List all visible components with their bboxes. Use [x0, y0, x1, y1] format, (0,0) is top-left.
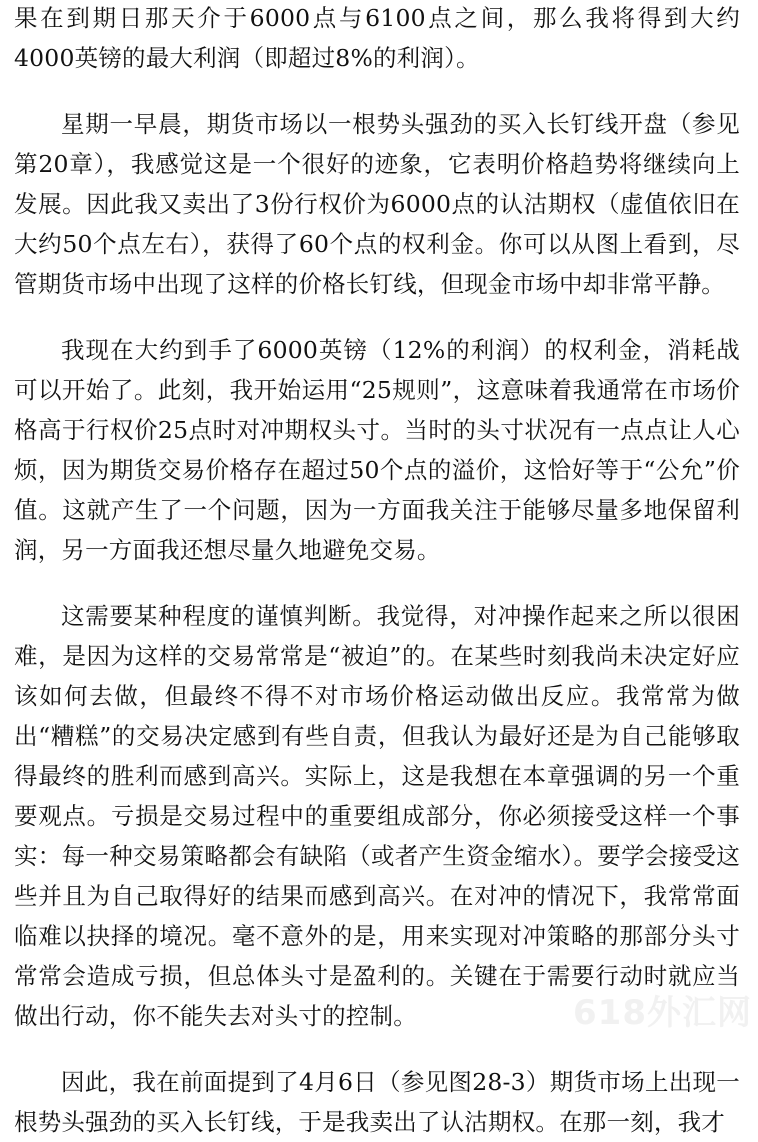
paragraph-4: 这需要某种程度的谨慎判断。我觉得，对冲操作起来之所以很困难，是因为这样的交易常常是“被迫”的。在某些时刻我尚未决定好应该如何去做，但最终不得不对市场价格运动做出反应。我常常为做出“糟糕”的交易决定感到有些自责，但我认为最好还是为自己能够取得最终的胜利而感到高兴。实际上，这是我想在本章强调的另一个重要观点。亏损是交易过程中的重要组成部分，你必须接受这样一个事实：每一种交易策略都会有缺陷（或者产生资金缩水）。要学会接受这些并且为自己取得好的结果而感到高兴。在对冲的情况下，我常常面临难以抉择的境况。毫不意外的是，用来实现对冲策略的那部分头寸常常会造成亏损，但总体头寸是盈利的。关键在于需要行动时就应当做出行动，你不能失去对头寸的控制。	[14, 602, 740, 1030]
paragraph-3: 我现在大约到手了6000英镑（12%的利润）的权利金，消耗战可以开始了。此刻，我开始运用“25规则”，这意味着我通常在市场价格高于行权价25点时对冲期权头寸。当时的头寸状况有一点点让人心烦，因为期货交易价格存在超过50个点的溢价，这恰好等于“公允”价值。这就产生了一个问题，因为一方面我关注于能够尽量多地保留利润，另一方面我还想尽量久地避免交易。	[14, 336, 740, 564]
watermark: 618外汇网	[573, 993, 752, 1033]
paragraph-1: 果在到期日那天介于6000点与6100点之间，那么我将得到大约4000英镑的最大利润（即超过8%的利润）。	[14, 4, 740, 72]
paragraph-5: 因此，我在前面提到了4月6日（参见图28-3）期货市场上出现一根势头强劲的买入长钉线，于是我卖出了认沽期权。在那一刻，我才	[14, 1068, 740, 1136]
paragraph-2: 星期一早晨，期货市场以一根势头强劲的买入长钉线开盘（参见第20章），我感觉这是一个很好的迹象，它表明价格趋势将继续向上发展。因此我又卖出了3份行权价为6000点的认沽期权（虚值依旧在大约50个点左右），获得了60个点的权利金。你可以从图上看到，尽管期货市场中出现了这样的价格长钉线，但现金市场中却非常平静。	[14, 110, 740, 298]
